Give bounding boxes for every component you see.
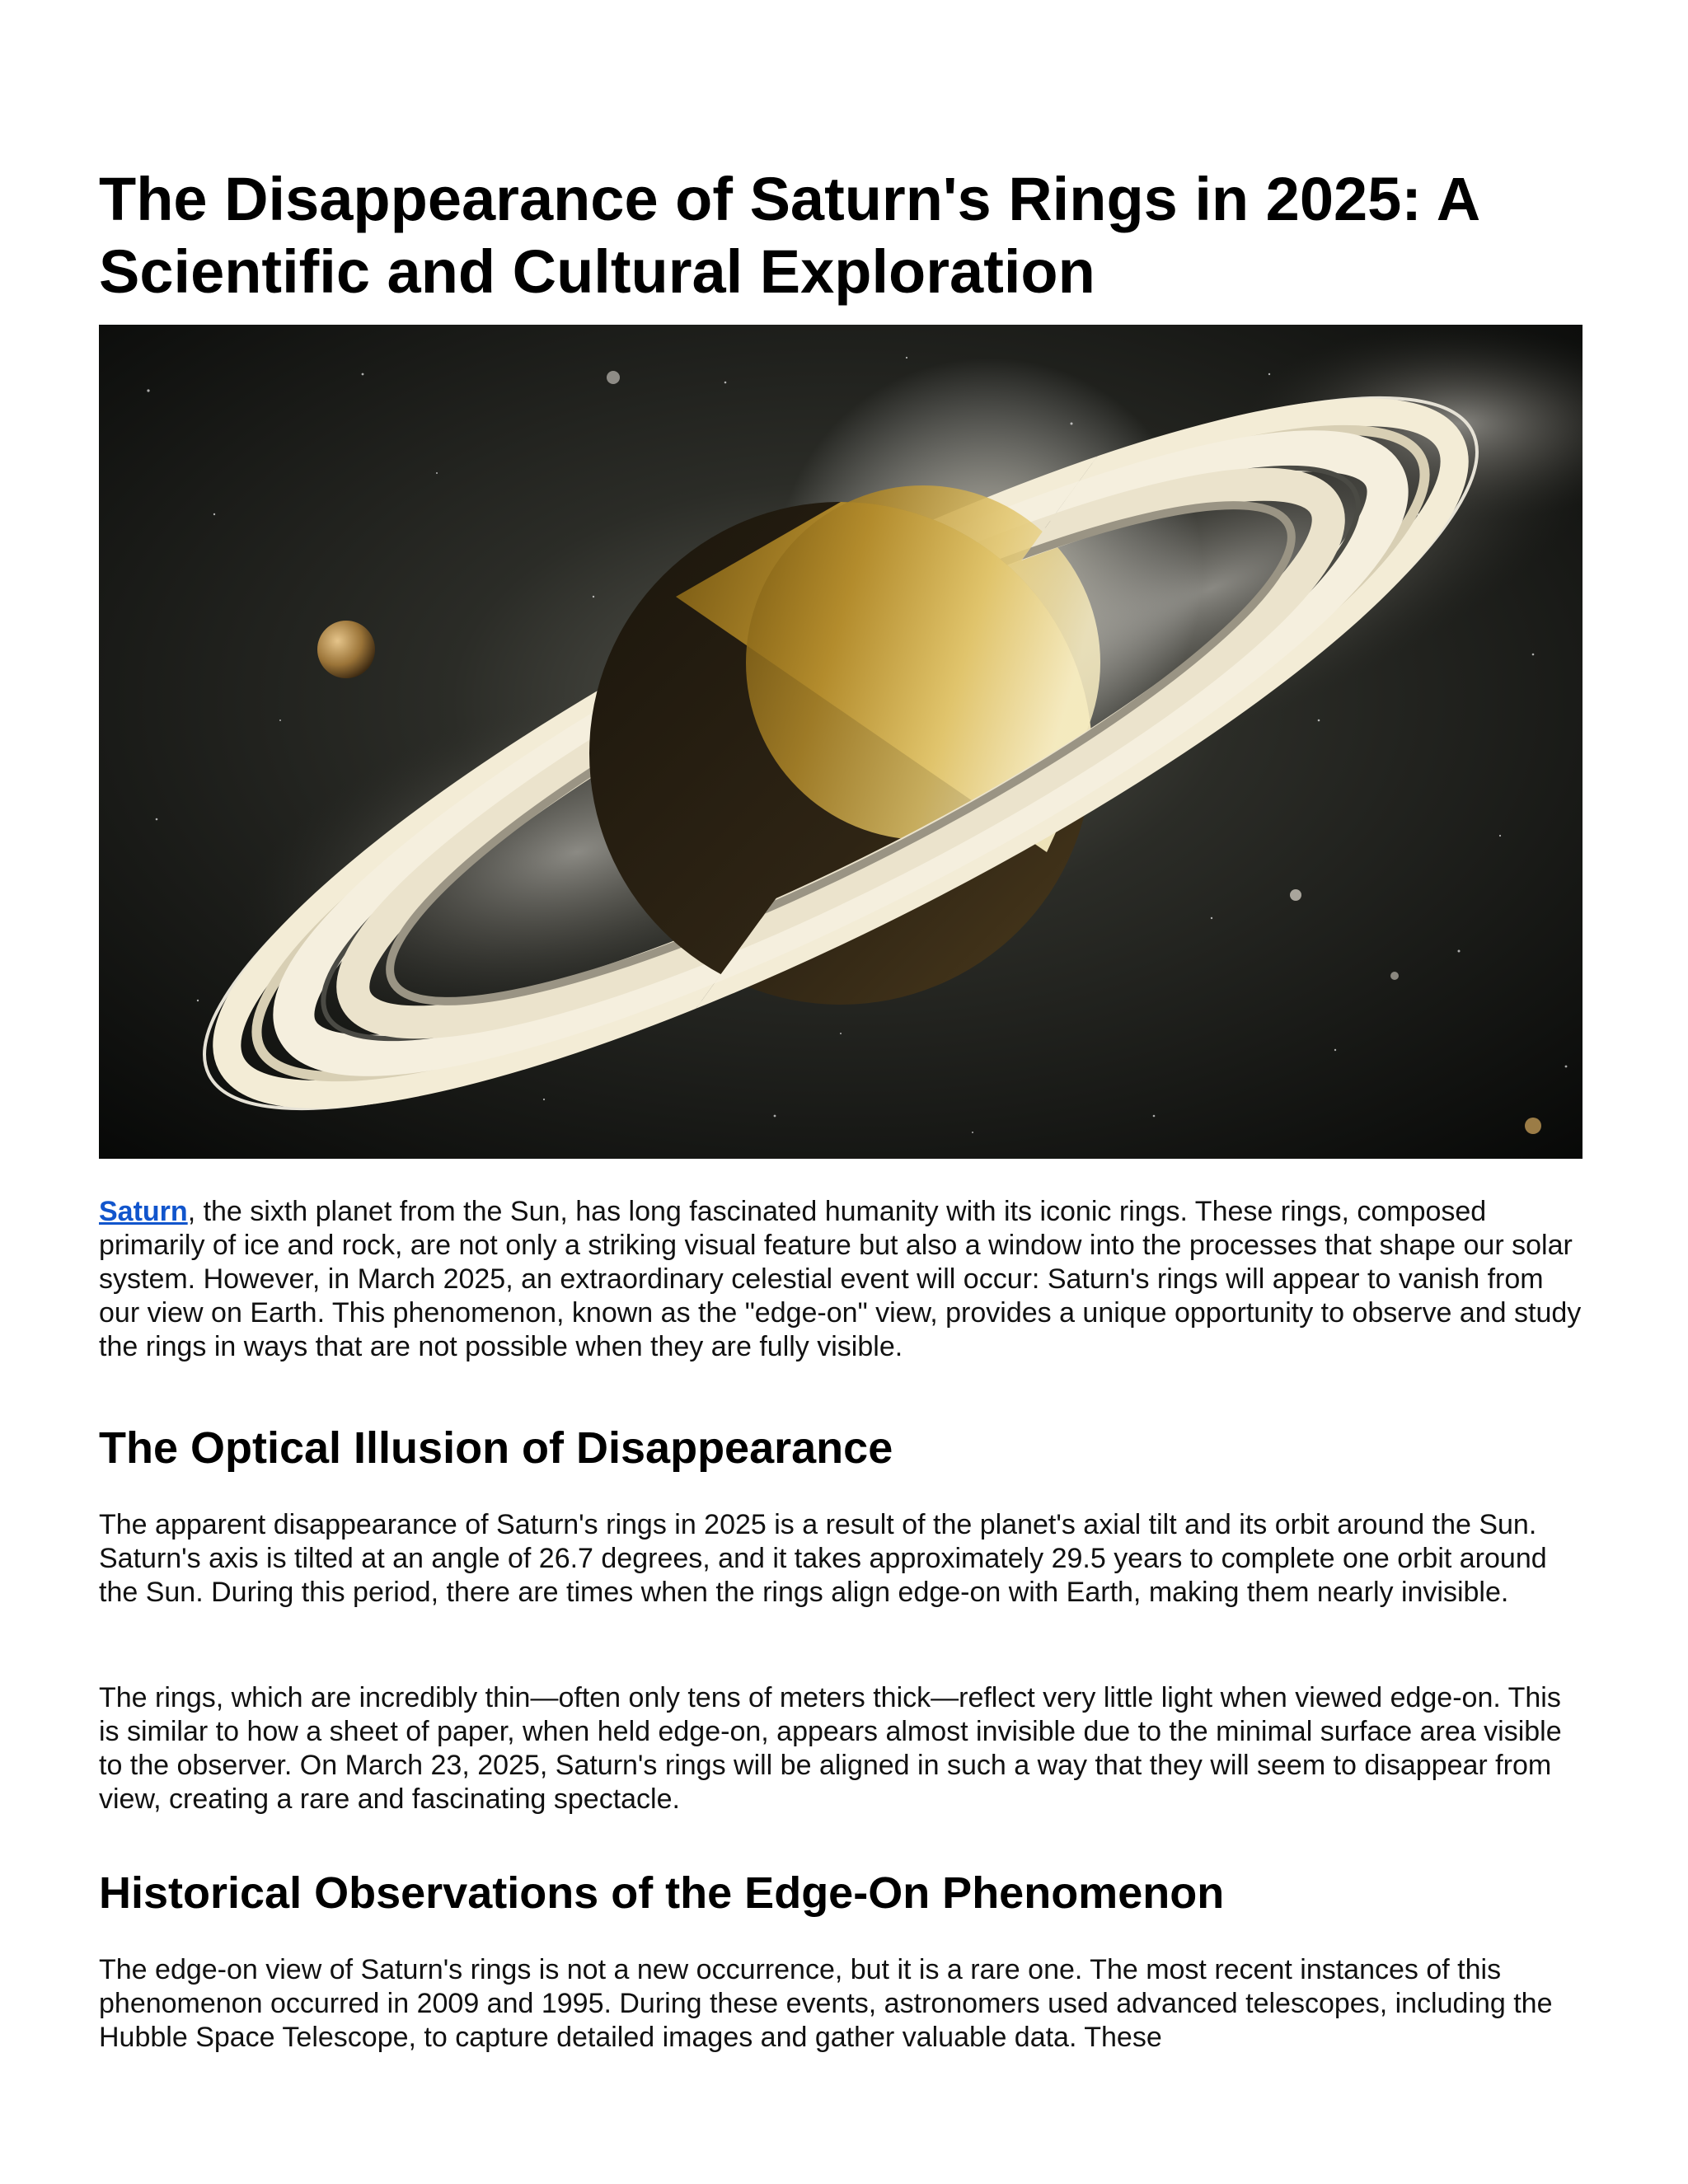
intro-text: , the sixth planet from the Sun, has long fascinated humanity with its iconic rings. These rings, composed primarily of ice and rock, are not only a striking visual feature but also a window into the processes that shape our solar system. However, in March 2025, an extraordinary celestial event will occur: Saturn's rings will appear to vanish from our view on Earth. This phenomenon, known as the "edge-on" view, provides a unique opportunity to observe and study the rings in ways that are not possible when they are fully visible.	[99, 1196, 1582, 1362]
section-heading-historical-observations: Historical Observations of the Edge-On Phenomenon	[99, 1868, 1225, 1918]
saturn-link[interactable]: Saturn	[99, 1196, 188, 1227]
section-heading-optical-illusion: The Optical Illusion of Disappearance	[99, 1423, 893, 1473]
body-paragraph: The apparent disappearance of Saturn's rings in 2025 is a result of the planet's axial tilt and its orbit around the Sun. Saturn's axis is tilted at an angle of 26.7 degrees, and it takes approximately 29.5 years to complete one orbit around the Sun. During this period, there are times when the rings align edge-on with Earth, making them nearly invisible.	[99, 1509, 1547, 1608]
body-paragraph: The rings, which are incredibly thin—often only tens of meters thick—reflect very little light when viewed edge-on. This is similar to how a sheet of paper, when held edge-on, appears almost invisible due to the minimal surface area visible to the observer. On March 23, 2025, Saturn's rings will be aligned in such a way that they will seem to disappear from view, creating a rare and fascinating spectacle.	[99, 1682, 1562, 1815]
body-paragraph: The edge-on view of Saturn's rings is not a new occurrence, but it is a rare one. The most recent instances of this phenomenon occurred in 2009 and 1995. During these events, astronomers used advanced telescopes, including the Hubble Space Telescope, to capture detailed images and gather valuable data. These	[99, 1954, 1553, 2053]
saturn-hero-image	[99, 325, 1582, 1159]
article-title: The Disappearance of Saturn's Rings in 2025: A Scientific and Cultural Exploration	[99, 165, 1479, 306]
intro-paragraph	[99, 1195, 1582, 1364]
